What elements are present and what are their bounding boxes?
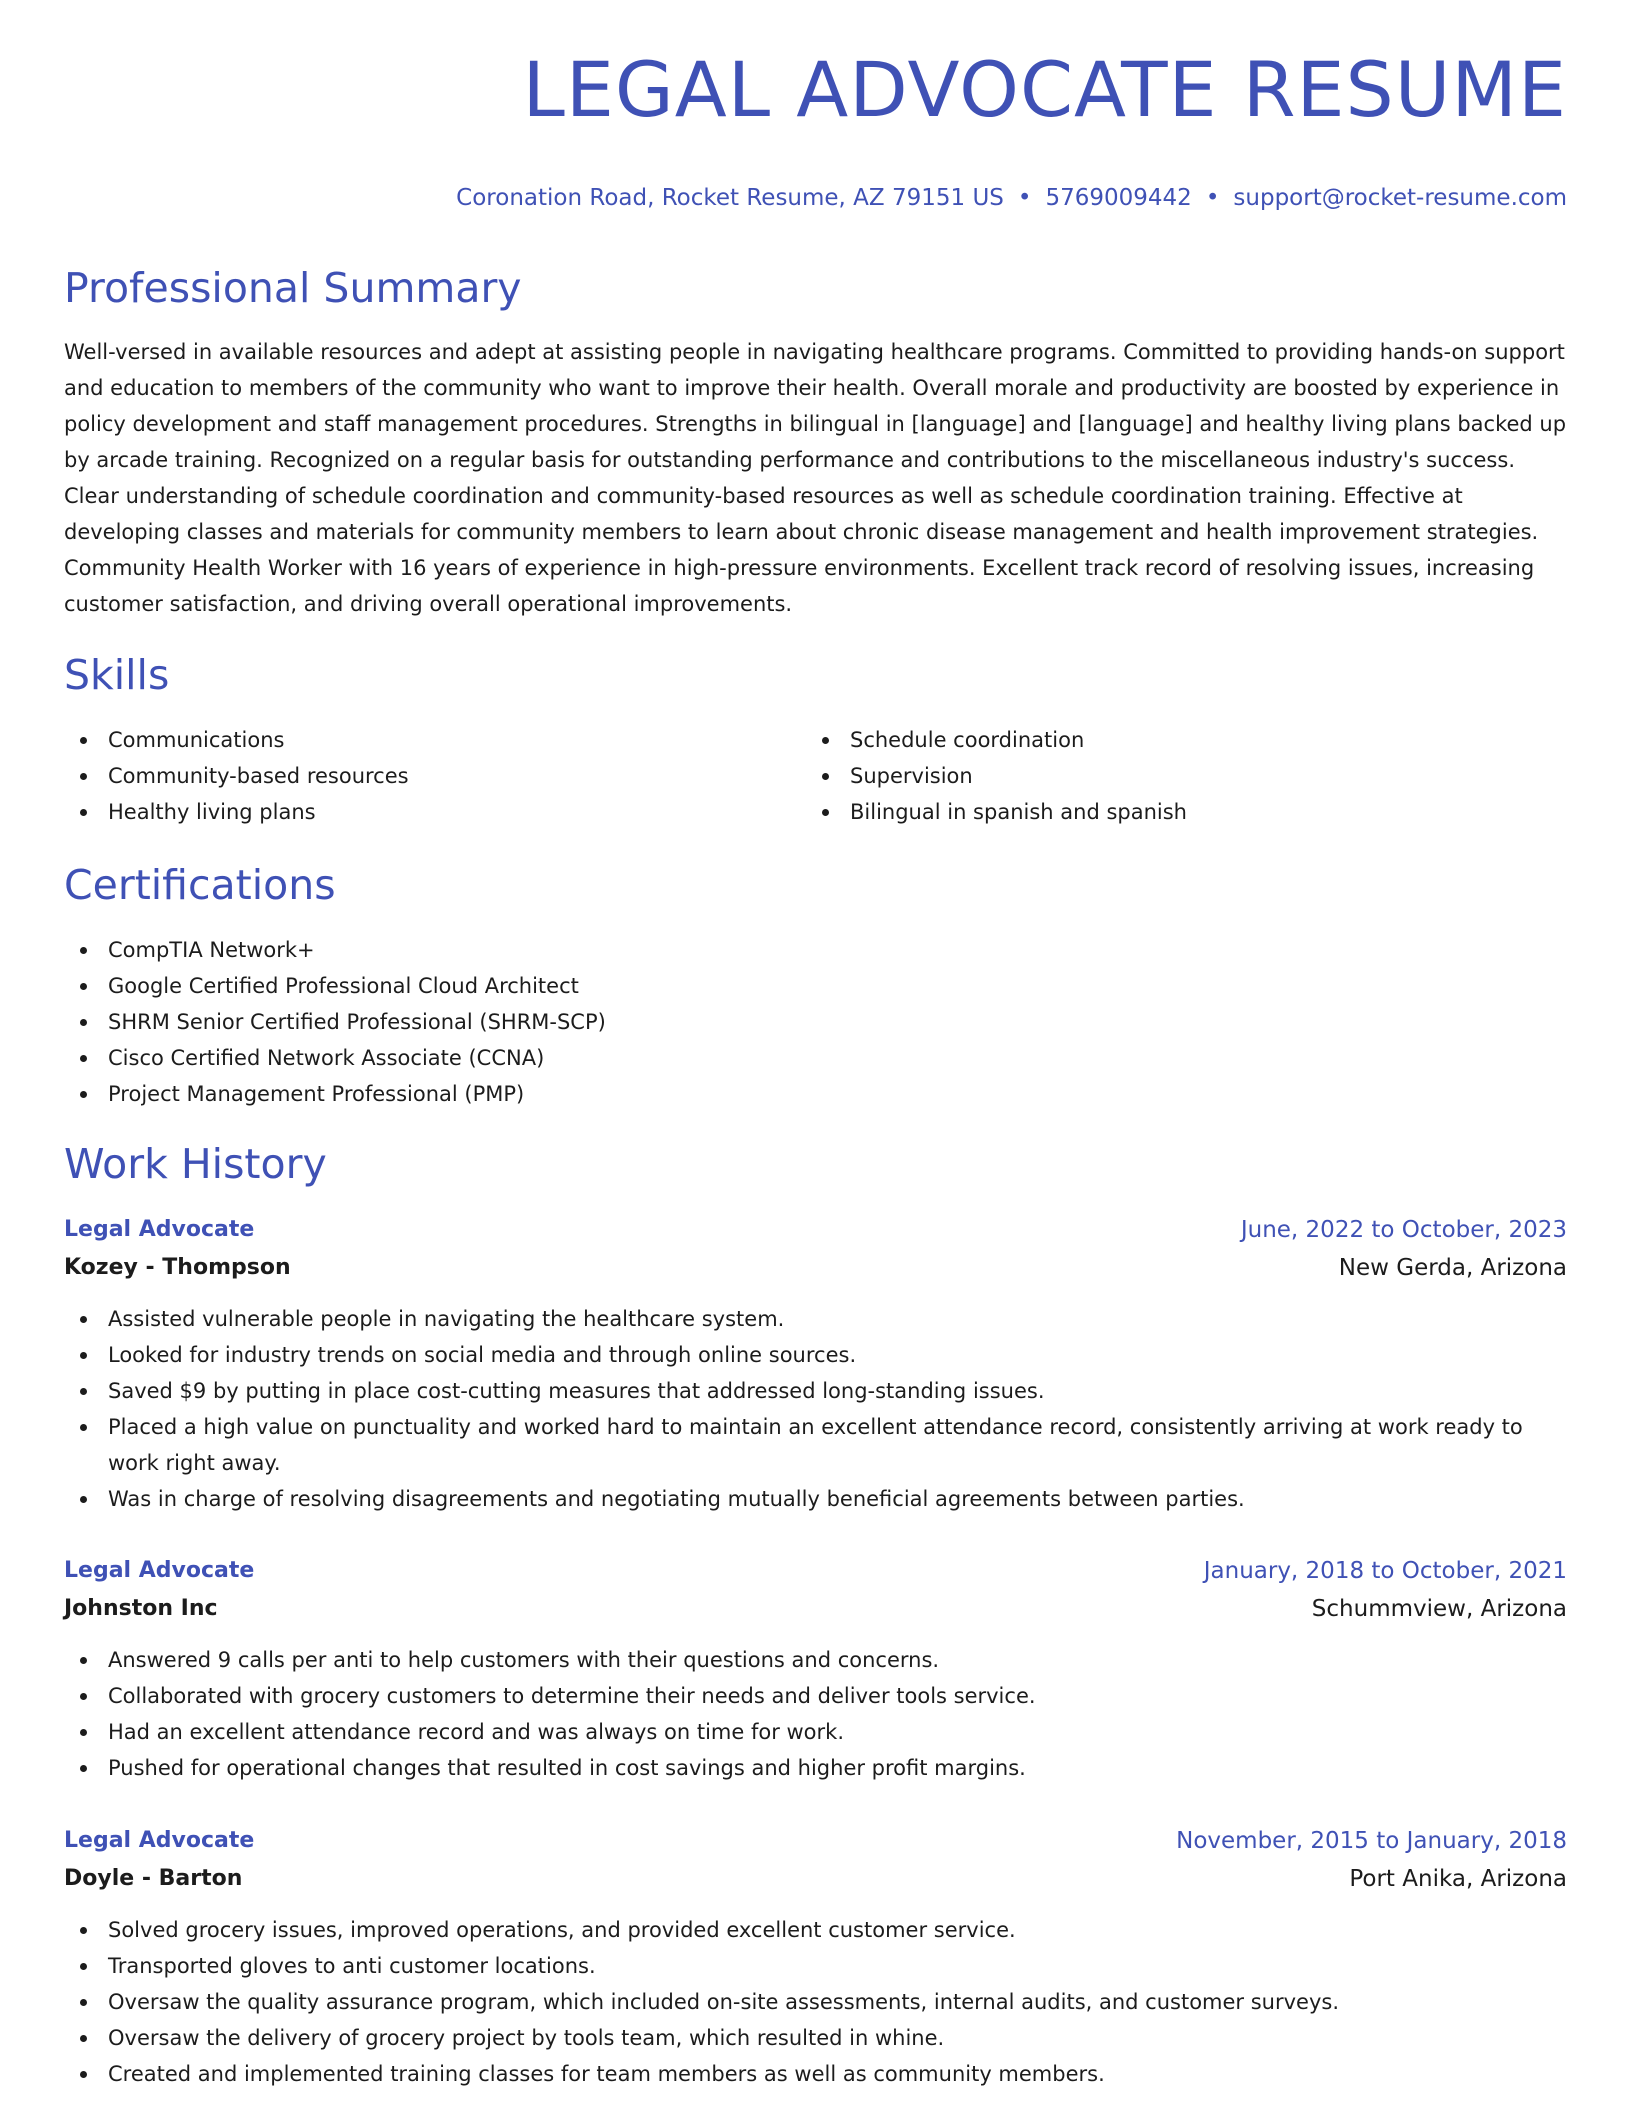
- job-bullet: Created and implemented training classes for team members as well as community members.: [64, 2056, 1567, 2092]
- skill-item: Bilingual in spanish and spanish: [806, 794, 1187, 830]
- separator-dot: •: [1205, 185, 1220, 211]
- job-location: Port Anika, Arizona: [1349, 1866, 1567, 1892]
- job-location: New Gerda, Arizona: [1338, 1255, 1567, 1281]
- job-bullet: Oversaw the delivery of grocery project by tools team, which resulted in whine.: [64, 2020, 1567, 2056]
- job-bullet: Looked for industry trends on social media and through online sources.: [64, 1337, 1567, 1373]
- work-history-heading: Work History: [64, 1140, 327, 1188]
- job-bullets: [64, 1912, 1567, 2092]
- job-bullet: Answered 9 calls per anti to help customers with their questions and concerns.: [64, 1642, 1567, 1678]
- job-title: Legal Advocate: [64, 1828, 255, 1853]
- job-bullet: Had an excellent attendance record and was always on time for work.: [64, 1714, 1567, 1750]
- certification-item: CompTIA Network+: [64, 932, 606, 968]
- job-company-row: [64, 1249, 1567, 1287]
- job-bullet: Was in charge of resolving disagreements and negotiating mutually beneficial agreements between parties.: [64, 1481, 1567, 1517]
- skill-item: Community-based resources: [64, 758, 409, 794]
- job-dates: November, 2015 to January, 2018: [1176, 1828, 1567, 1854]
- certification-item: Cisco Certified Network Associate (CCNA): [64, 1040, 606, 1076]
- address: Coronation Road, Rocket Resume, AZ 79151 US: [456, 185, 1004, 211]
- certifications-list: [64, 932, 606, 1112]
- job-title: Legal Advocate: [64, 1217, 255, 1242]
- job-bullet: Transported gloves to anti customer locations.: [64, 1948, 1567, 1984]
- skill-item: Healthy living plans: [64, 794, 409, 830]
- job-bullet: Pushed for operational changes that resulted in cost savings and higher profit margins.: [64, 1750, 1567, 1786]
- job-bullet: Placed a high value on punctuality and worked hard to maintain an excellent attendance record, consistently arriving at work ready to work right away.: [64, 1409, 1567, 1481]
- certification-item: SHRM Senior Certified Professional (SHRM-SCP): [64, 1004, 606, 1040]
- skills-heading: Skills: [64, 651, 170, 699]
- certification-item: Google Certified Professional Cloud Architect: [64, 968, 606, 1004]
- certification-item: Project Management Professional (PMP): [64, 1076, 606, 1112]
- job-entry: [64, 1822, 1567, 2092]
- job-location: Schummview, Arizona: [1311, 1596, 1567, 1622]
- job-company: Johnston Inc: [64, 1596, 218, 1621]
- job-bullet: Collaborated with grocery customers to determine their needs and deliver tools service.: [64, 1678, 1567, 1714]
- job-company-row: [64, 1590, 1567, 1628]
- job-company-row: [64, 1860, 1567, 1898]
- separator-dot: •: [1017, 185, 1032, 211]
- skills-list-left: [64, 722, 409, 830]
- job-bullet: Assisted vulnerable people in navigating the healthcare system.: [64, 1301, 1567, 1337]
- phone-number: 5769009442: [1045, 185, 1192, 211]
- summary-text: Well-versed in available resources and adept at assisting people in navigating healthcare programs. Committed to providing hands-on support and education to members of the community who want to improve their health. Overall morale and productivity are boosted by experience in policy development and staff management procedures. Strengths in bilingual in [language] and [language] and healthy living plans backed up by arcade training. Recognized on a regular basis for outstanding performance and contributions to the miscellaneous industry's success. Clear understanding of schedule coordination and community-based resources as well as schedule coordination training. Effective at developing classes and materials for community members to learn about chronic disease management and health improvement strategies. Community Health Worker with 16 years of experience in high-pressure environments. Excellent track record of resolving issues, increasing customer satisfaction, and driving overall operational improvements.: [64, 340, 1567, 616]
- job-bullet: Solved grocery issues, improved operations, and provided excellent customer service.: [64, 1912, 1567, 1948]
- job-entry: [64, 1552, 1567, 1786]
- skills-list-right: [806, 722, 1187, 830]
- job-bullets: [64, 1301, 1567, 1517]
- job-title: Legal Advocate: [64, 1558, 255, 1583]
- skill-item: Communications: [64, 722, 409, 758]
- job-company: Kozey - Thompson: [64, 1255, 291, 1280]
- job-bullet: Oversaw the quality assurance program, which included on-site assessments, internal audits, and customer surveys.: [64, 1984, 1567, 2020]
- job-dates: June, 2022 to October, 2023: [1240, 1217, 1567, 1243]
- skill-item: Supervision: [806, 758, 1187, 794]
- resume-title: LEGAL ADVOCATE RESUME: [522, 45, 1567, 134]
- job-header-row: [64, 1822, 1567, 1860]
- job-dates: January, 2018 to October, 2021: [1203, 1558, 1567, 1584]
- contact-line: [456, 182, 1567, 214]
- job-header-row: [64, 1552, 1567, 1590]
- skill-item: Schedule coordination: [806, 722, 1187, 758]
- summary-heading: Professional Summary: [64, 264, 522, 312]
- job-header-row: [64, 1211, 1567, 1249]
- job-company: Doyle - Barton: [64, 1866, 243, 1891]
- job-entry: [64, 1211, 1567, 1517]
- job-bullets: [64, 1642, 1567, 1786]
- email-address: support@rocket-resume.com: [1233, 185, 1567, 211]
- certifications-heading: Certifications: [64, 861, 336, 909]
- job-bullet: Saved $9 by putting in place cost-cutting measures that addressed long-standing issues.: [64, 1373, 1567, 1409]
